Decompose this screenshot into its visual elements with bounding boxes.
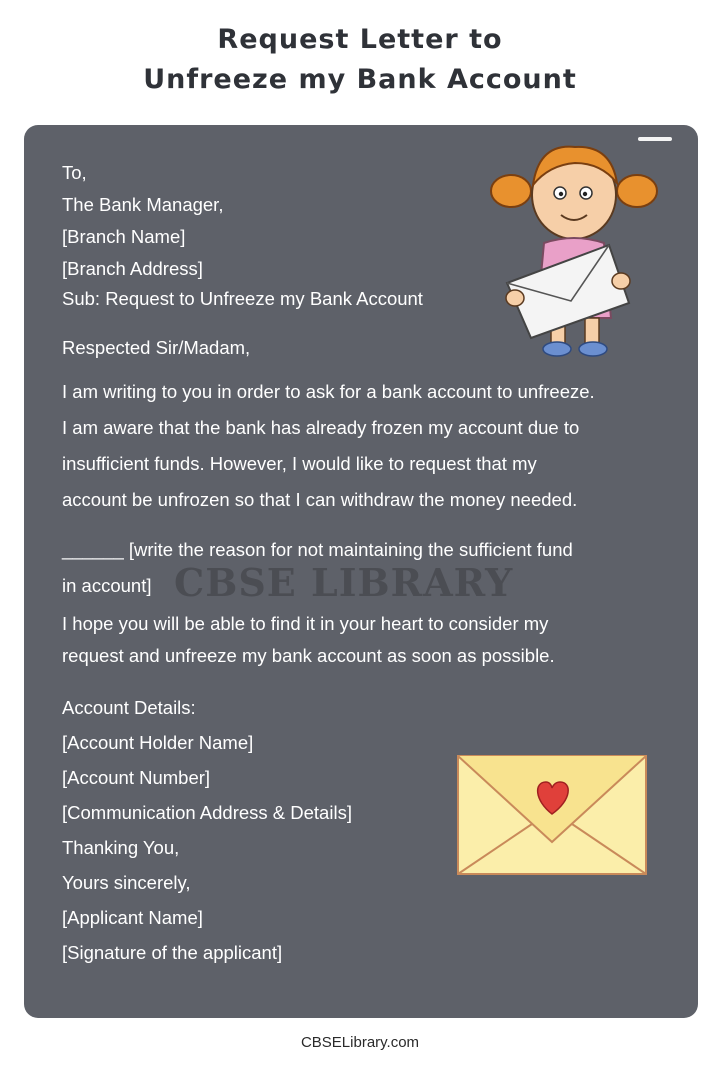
communication-address: [Communication Address & Details] <box>62 802 352 823</box>
letter-salutation: Respected Sir/Madam, <box>62 337 251 358</box>
account-holder-name: [Account Holder Name] <box>62 732 254 753</box>
para1-line1: I am writing to you in order to ask for a bank account to unfreeze. <box>62 381 595 402</box>
footer-site: CBSELibrary.com <box>300 1034 420 1051</box>
letter-branch-name: [Branch Name] <box>62 226 186 247</box>
letter-subject: Sub: Request to Unfreeze my Bank Account <box>62 288 423 309</box>
letter-recipient: The Bank Manager, <box>62 194 224 215</box>
girl-with-letter-icon <box>489 133 679 363</box>
para3-line1: I hope you will be able to find it in your heart to consider my <box>62 613 549 634</box>
para1-line3: insufficient funds. However, I would like to request that my <box>62 453 537 474</box>
account-details-label: Account Details: <box>62 697 196 718</box>
page-title-line2: Unfreeze my Bank Account <box>143 64 577 95</box>
para1-line4: account be unfrozen so that I can withdraw the money needed. <box>62 489 578 510</box>
para2-line2: in account] <box>62 575 152 596</box>
yours-sincerely: Yours sincerely, <box>62 872 191 893</box>
watermark: CBSE LIBRARY <box>174 560 514 605</box>
letter-branch-address: [Branch Address] <box>62 258 203 279</box>
thanking-you: Thanking You, <box>62 837 180 858</box>
letter-to: To, <box>62 162 87 183</box>
applicant-name: [Applicant Name] <box>62 907 203 928</box>
para3-line2: request and unfreeze my bank account as soon as possible. <box>62 645 555 666</box>
love-envelope-icon <box>454 750 654 880</box>
account-number: [Account Number] <box>62 767 211 788</box>
para1-line2: I am aware that the bank has already frozen my account due to <box>62 417 580 438</box>
applicant-signature: [Signature of the applicant] <box>62 942 283 963</box>
para2-line1: ______ [write the reason for not maintaining the sufficient fund <box>62 539 573 560</box>
page-title-line1: Request Letter to <box>217 24 503 55</box>
letter-card <box>24 125 698 1018</box>
